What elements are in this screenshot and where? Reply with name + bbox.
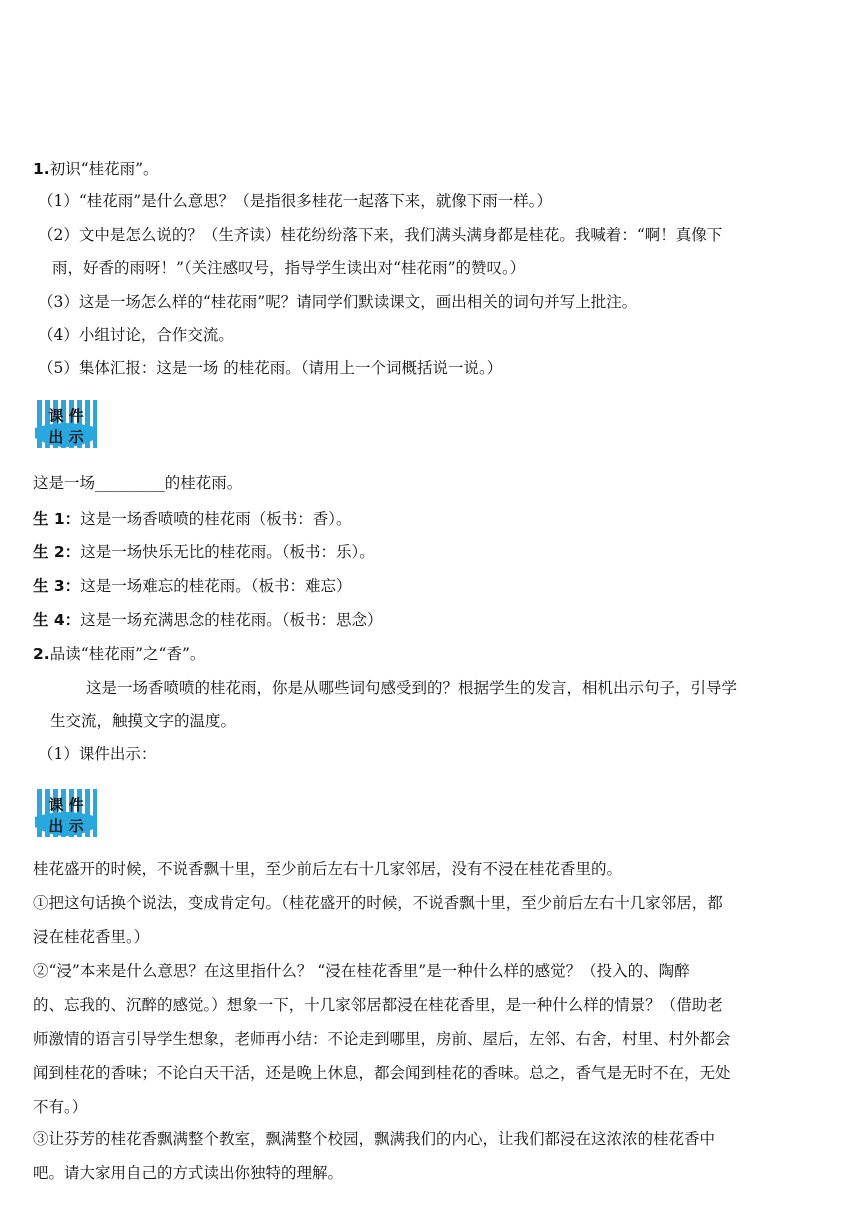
section1-title: 初识“桂花雨”。 — [49, 160, 159, 178]
section1-number: 1. — [33, 160, 50, 178]
section2-number: 2. — [33, 645, 50, 663]
question-2-line-1: （2）文中是怎么说的？（生齐读）桂花纷纷落下来，我们满头满身都是桂花。我喊着：“啊！真像下 — [38, 226, 723, 244]
question-5: （5）集体汇报：这是一场 的桂花雨。（请用上一个词概括说一说。） — [38, 359, 503, 377]
section2-paragraph-line-2: 生交流，触摸文字的温度。 — [50, 712, 237, 730]
slide1-prompt: 这是一场_________的桂花雨。 — [33, 474, 243, 492]
slide2-line-1: 桂花盛开的时候，不说香飘十里，至少前后左右十几家邻居，没有不浸在桂花香里的。 — [33, 860, 623, 878]
slide2-line-10: 吧。请大家用自己的方式读出你独特的理解。 — [33, 1164, 344, 1182]
section2-paragraph-line-1: 这是一场香喷喷的桂花雨，你是从哪些词句感受到的？根据学生的发言，相机出示句子，引导学 — [86, 679, 738, 697]
slide2-line-8: 不有。） — [33, 1098, 88, 1116]
badge-top-text: 课 件 — [48, 407, 84, 425]
student-answer-2: 生 2：这是一场快乐无比的桂花雨。（板书：乐）。 — [33, 543, 375, 561]
slide2-line-4: ②“浸”本来是什么意思？在这里指什么？ “浸在桂花香里”是一种什么样的感觉？（投入的、陶醉 — [33, 962, 690, 980]
student-answer-3: 生 3：这是一场难忘的桂花雨。（板书：难忘） — [33, 577, 352, 595]
question-4: （4）小组讨论，合作交流。 — [38, 326, 234, 344]
section2-heading — [33, 643, 205, 665]
section1-heading — [33, 158, 159, 180]
question-2-line-2: 雨，好香的雨呀！”（关注感叹号，指导学生读出对“桂花雨”的赞叹。） — [52, 259, 526, 277]
section2-title: 品读“桂花雨”之“香”。 — [49, 645, 206, 663]
question-3: （3）这是一场怎么样的“桂花雨”呢？请同学们默读课文，画出相关的词句并写上批注。 — [38, 293, 638, 311]
slide2-line-5: 的、忘我的、沉醉的感觉。）想象一下，十几家邻居都浸在桂花香里，是一种什么样的情景？（借助老 — [33, 996, 723, 1014]
section2-sub-1: （1）课件出示： — [38, 745, 157, 763]
slide2-line-7: 闻到桂花的香味；不论白天干活，还是晚上休息，都会闻到桂花的香味。总之，香气是无时不在，无处 — [33, 1064, 731, 1082]
student-answer-1: 生 1：这是一场香喷喷的桂花雨（板书：香）。 — [33, 510, 352, 528]
badge-bottom-text: 出 示 — [48, 817, 84, 835]
courseware-badge-icon-2 — [33, 787, 99, 841]
slide2-line-6: 师激情的语言引导学生想象，老师再小结：不论走到哪里，房前、屋后，左邻、右舍，村里、村外都会 — [33, 1030, 731, 1048]
question-1: （1）“桂花雨”是什么意思？（是指很多桂花一起落下来，就像下雨一样。） — [38, 192, 552, 210]
student-answer-4: 生 4：这是一场充满思念的桂花雨。（板书：思念） — [33, 611, 383, 629]
badge-bottom-text: 出 示 — [48, 428, 84, 446]
slide2-line-2: ①把这句话换个说法，变成肯定句。（桂花盛开的时候，不说香飘十里，至少前后左右十几家邻居，都 — [33, 894, 723, 912]
courseware-badge-icon — [33, 398, 99, 452]
slide2-line-3: 浸在桂花香里。） — [33, 928, 150, 946]
slide2-line-9: ③让芬芳的桂花香飘满整个教室，飘满整个校园，飘满我们的内心，让我们都浸在这浓浓的桂花香中 — [33, 1130, 716, 1148]
badge-top-text: 课 件 — [48, 796, 84, 814]
